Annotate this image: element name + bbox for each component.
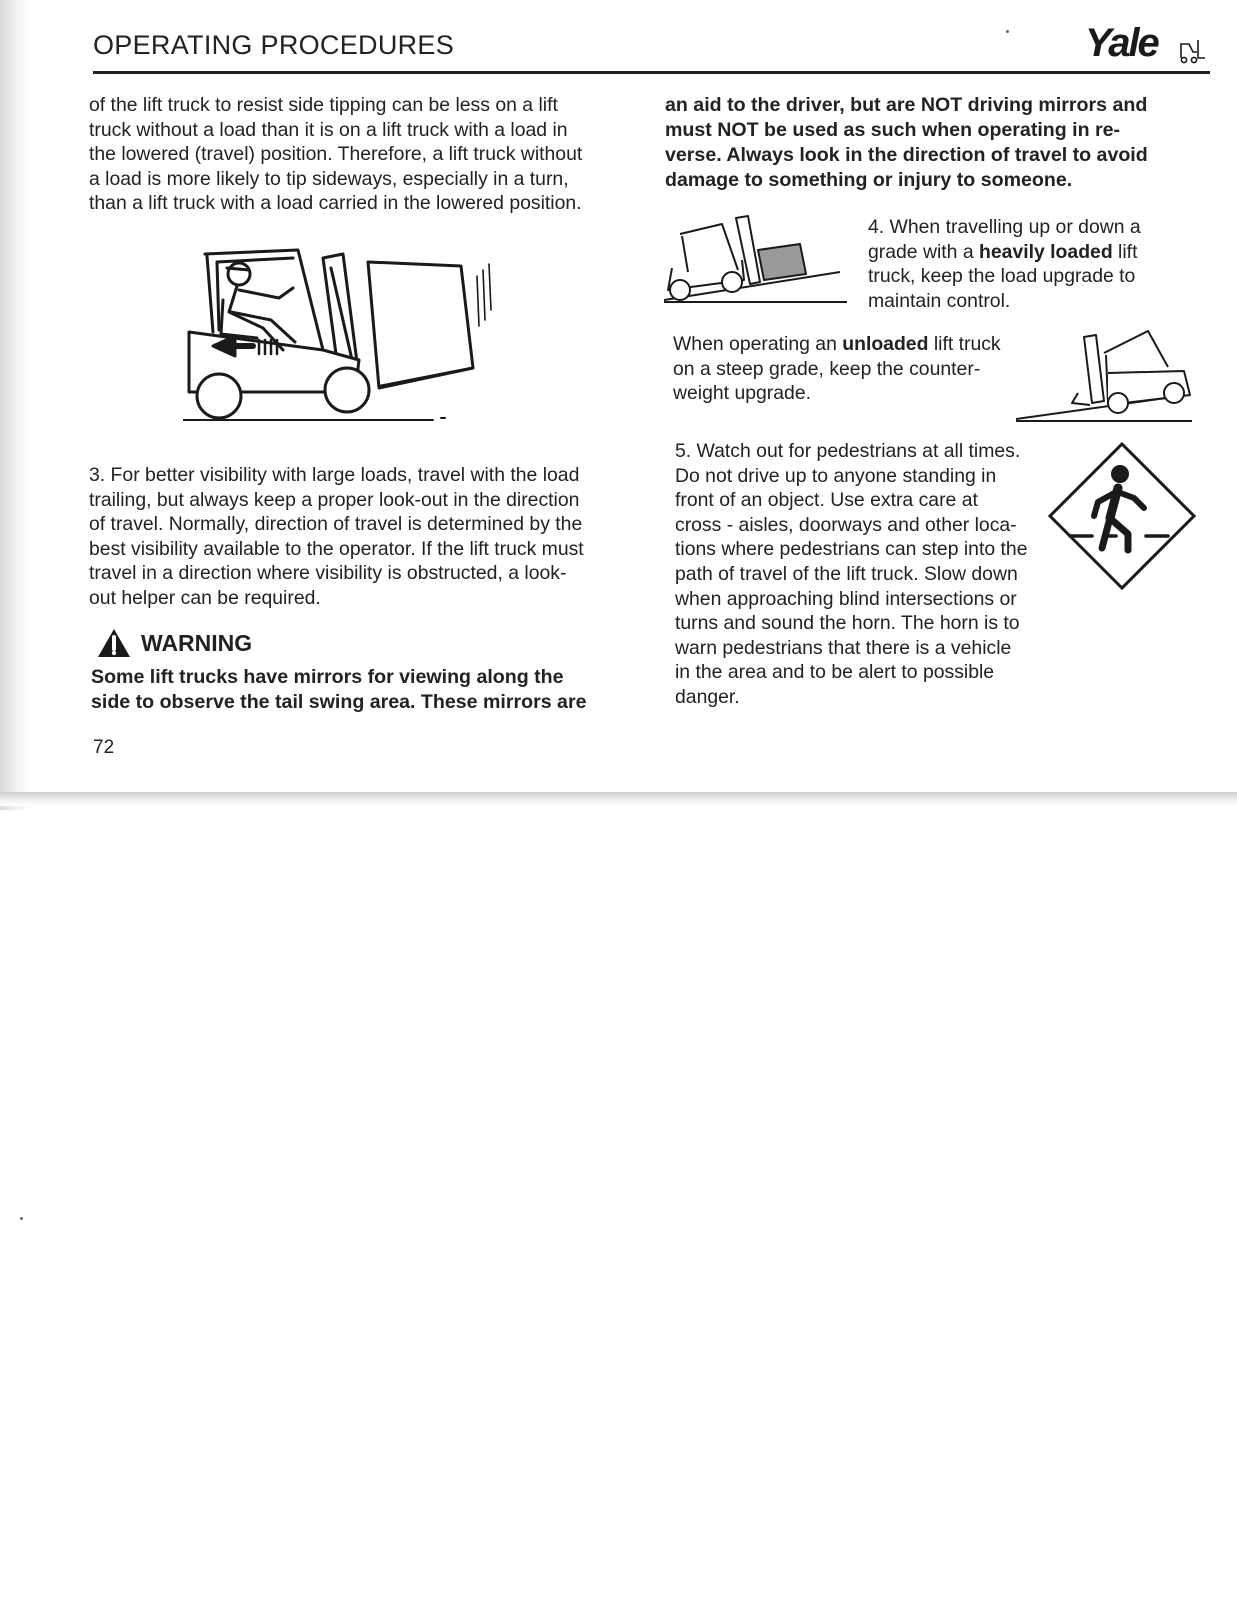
unloaded-truck-paragraph: When operating an unloaded lift truck on a steep grade, keep the counter- weight upgrade. [673, 333, 1001, 405]
warning-text: Some lift trucks have mirrors for viewing along the side to observe the tail swing area. These mirrors are [91, 666, 587, 713]
header-rule [93, 71, 1210, 74]
page-title: OPERATING PROCEDURES [93, 30, 455, 60]
scan-speck [1006, 30, 1009, 33]
intro-paragraph: of the lift truck to resist side tipping can be less on a lift truck without a load than it is on a lift truck with a load in the lowered (travel) position. Therefore, a lift truck without a load is more likely to tip sideways, especially in a turn, than a lift truck with a load carried in the lowered position. [89, 94, 583, 215]
warning-triangle-icon [97, 628, 131, 658]
unloaded-truck-grade-illustration [1012, 323, 1197, 425]
yale-logo-text: Yale [1085, 21, 1158, 65]
warning-label: WARNING [141, 629, 253, 656]
scan-edge-shadow [0, 0, 30, 810]
item-3-paragraph: 3. For better visibility with large loads, travel with the load trailing, but always keep a proper look-out in the direction of travel. Normally, direction of travel is determined by the best visibility available to the operator. If the lift truck must travel in a direction where visibility is obstructed, a look- out helper can be required. [89, 464, 584, 609]
item-5-paragraph: 5. Watch out for pedestrians at all times. Do not drive up to anyone standing in front of an object. Use extra care at cross - aisles, doorways and other loca- tions where pedestrians can step into the path of travel of the lift truck. Slow down when approaching blind intersections or turns and sound the horn. The horn is to warn pedestrians that there is a vehicle in the area and to be alert to possible danger. [675, 440, 1028, 708]
forklift-logo-icon [1181, 40, 1205, 63]
yale-logo [1085, 18, 1205, 68]
warning-text-continued: an aid to the driver, but are NOT driving mirrors and must NOT be used as such when operating in re- verse. Always look in the direction of travel to avoid damage to something or injury to someone. [665, 94, 1148, 191]
warning-heading [97, 626, 252, 660]
page-bottom-edge [0, 792, 1237, 806]
page-number: 72 [93, 737, 115, 758]
forklift-reverse-illustration [183, 240, 503, 430]
scan-speck [20, 1217, 23, 1220]
pedestrian-crossing-sign-icon [1046, 440, 1198, 592]
loaded-truck-grade-illustration [662, 210, 852, 310]
item-4-paragraph: 4. When travelling up or down a grade with a heavily loaded lift truck, keep the load upgrade to maintain control. [868, 216, 1141, 312]
